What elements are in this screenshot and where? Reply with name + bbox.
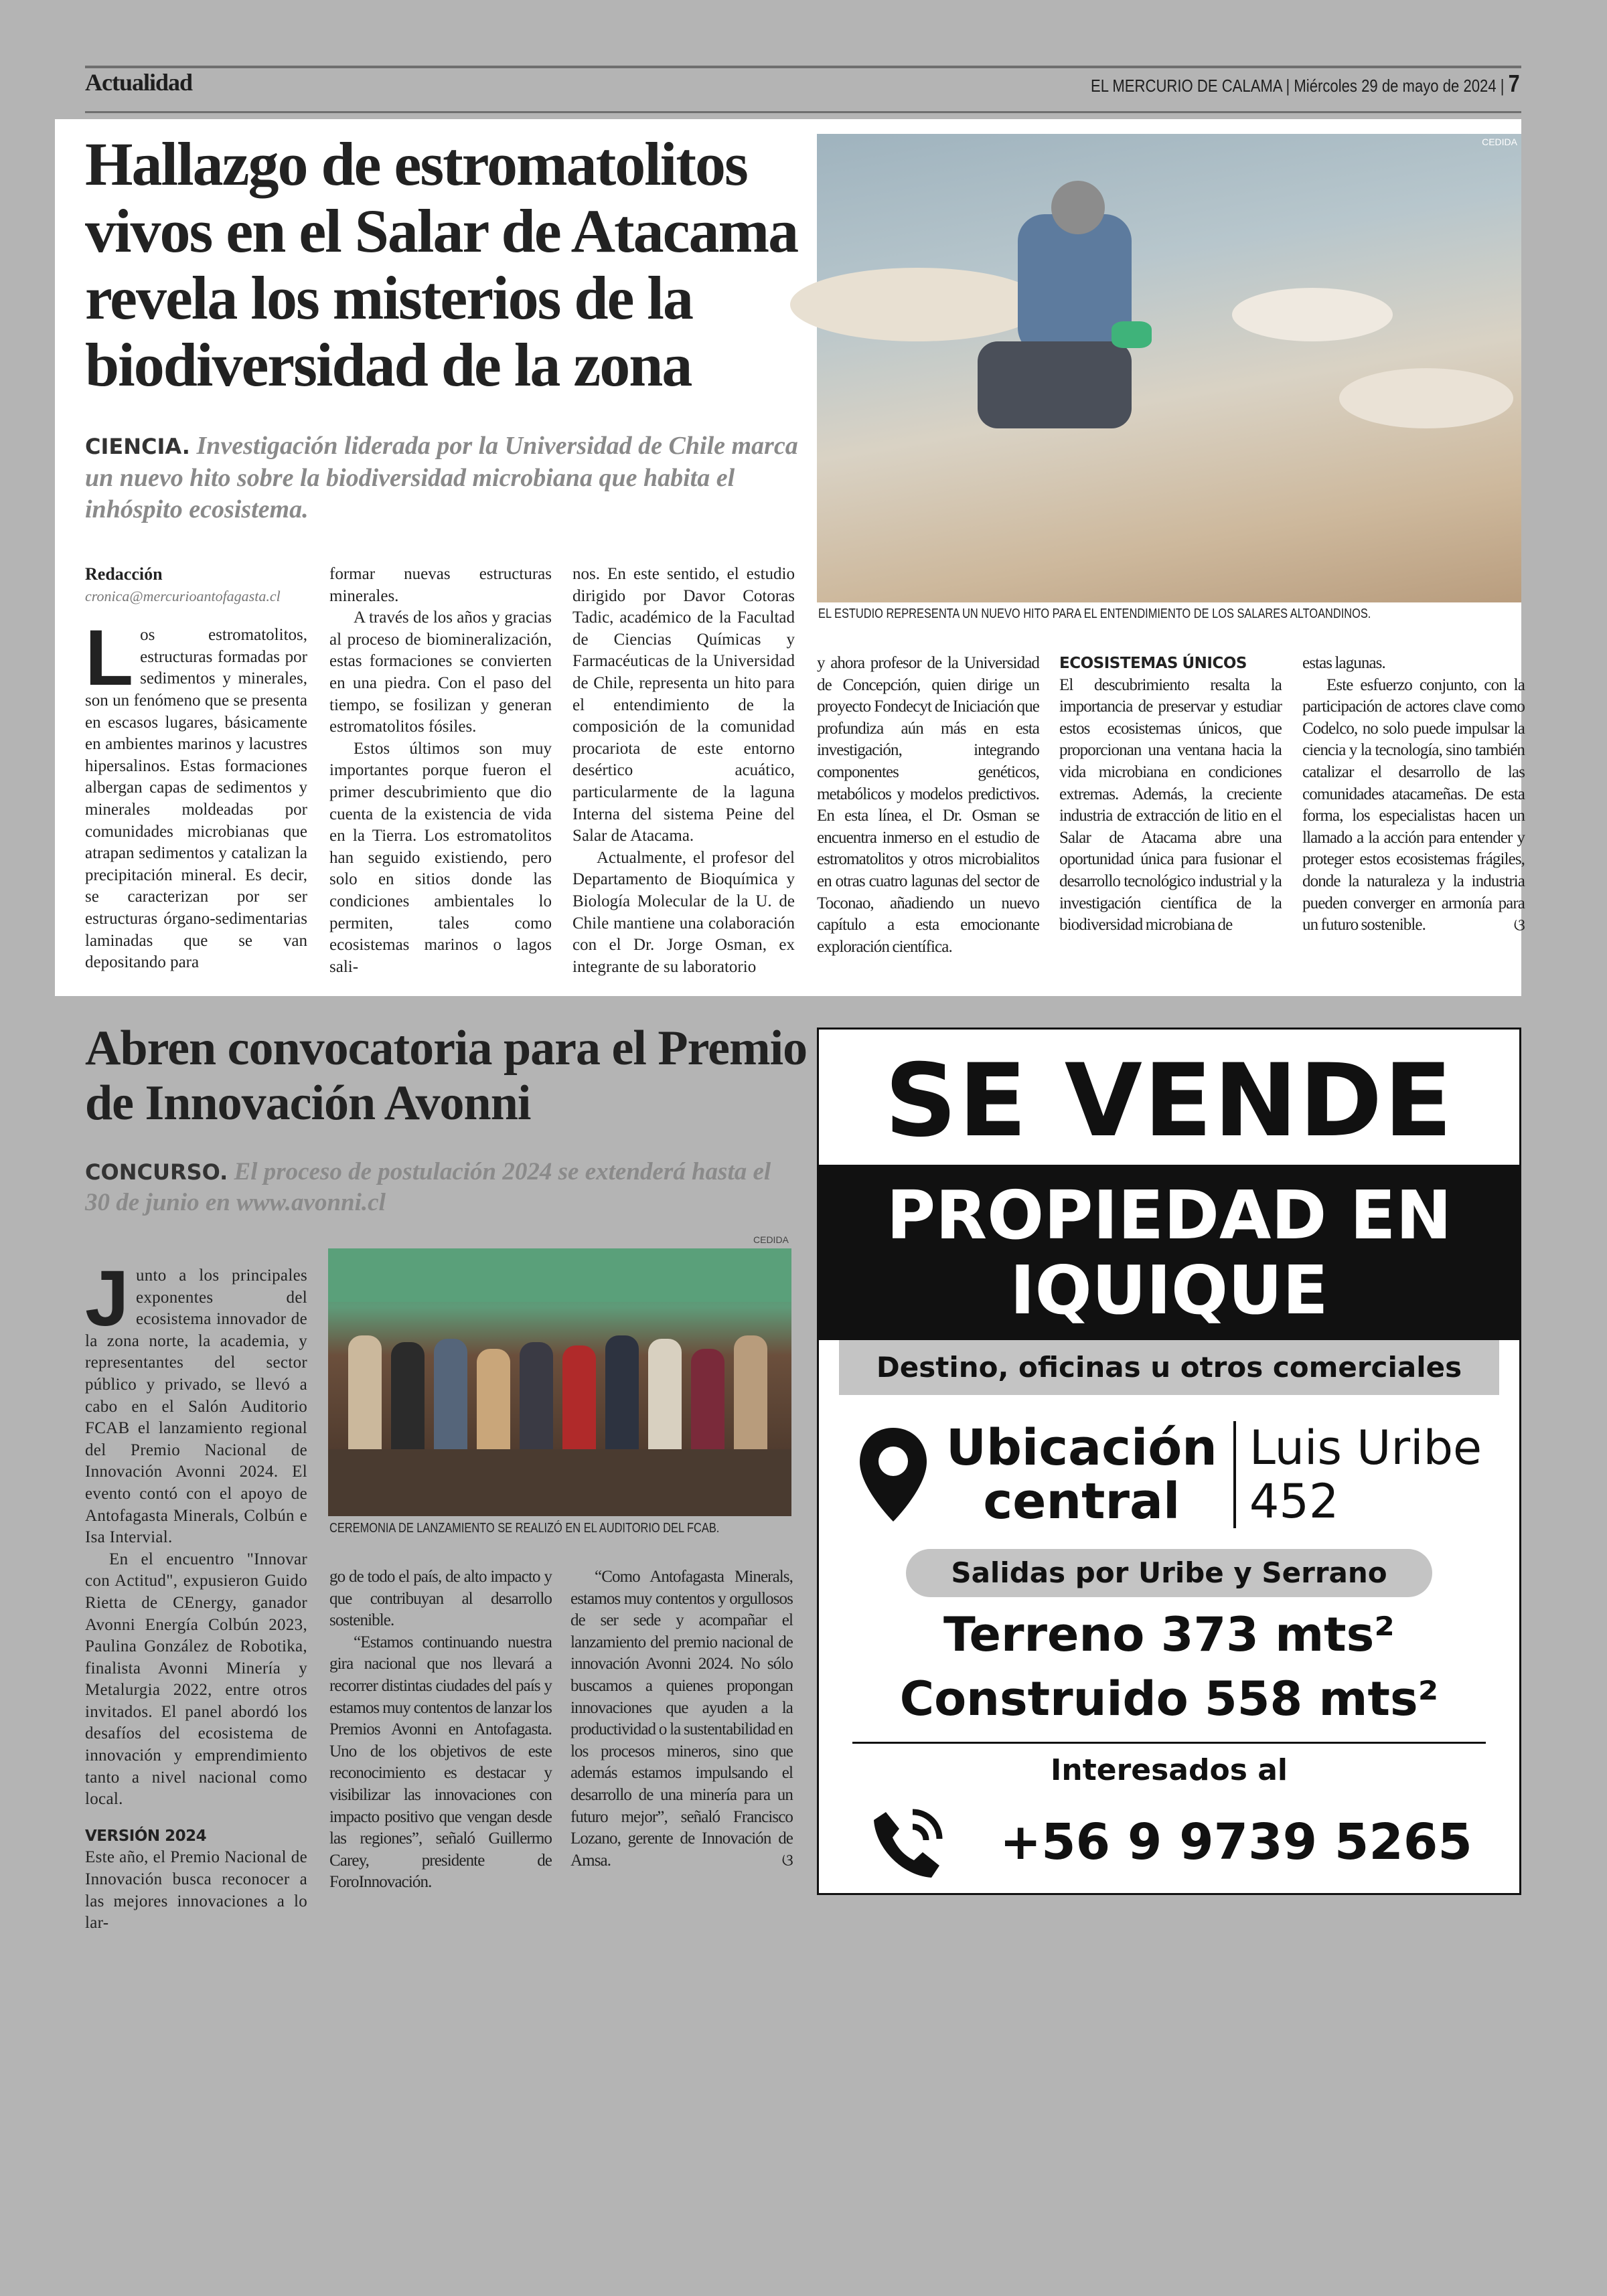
body-text: “Estamos continuando nuestra gira nacional que nos llevará a recorrer distintas ciudades del país y estamos muy contentos de lanzar los Premios Avonni en Antofagasta. Uno de los objetivos de este reconocimiento es destacar y visibilizar las innovaciones con impacto positivo que vengan desde las regiones”, señaló Guillermo Carey, presidente de ForoInnovación. [329,1633,552,1892]
body-text: Estos últimos son muy importantes porque fueron el primer descubrimiento que dio cuenta de la existencia de vida en la Tierra. Los estromatolitos han seguido existiendo, pero solo en sitios donde las condiciones ambientales lo permiten, tales como ecosistemas marinos o lagos sali- [329,739,552,976]
article-column-3 [572,564,795,992]
article-column-2 [329,1566,552,1901]
body-text: Actualmente, el profesor del Departamento de Bioquímica y Biología Molecular de la U. de Chile mantiene una colaboración con el Dr. Jorge Osman, ex integrante de su laboratorio [572,848,795,976]
article-column-5 [1059,653,1282,994]
body-text: unto a los principales exponentes del ecosistema innovador de la zona norte, la academia, y representantes del sector público y privado, se llevó a cabo en el Salón Auditorio FCAB el lanzamiento regional del Premio Nacional de Innovación Avonni 2024. El evento contó con el apoyo de Antofagasta Minerals, Colbún e Isa Intervial. [85,1266,307,1547]
stage-floor [328,1449,791,1516]
body-text: estas lagunas. [1302,654,1385,672]
green-screen [328,1248,791,1302]
subheading: VERSIÓN 2024 [85,1827,207,1845]
stromatolite-mound [1232,288,1393,341]
property-sale-ad [817,1028,1521,1895]
drop-cap: L [85,614,134,703]
location-pin-icon [856,1424,930,1525]
article-column-1 [85,564,307,992]
location-label-line: Ubicación [945,1419,1217,1477]
ad-phone-number[interactable]: +56 9 9739 5265 [1000,1813,1472,1871]
body-text: y ahora profesor de la Universidad de Concepción, quien dirige un proyecto Fondecyt de Iniciación que profundiza aún más en esta investigación, integrando componentes genéticos, metabólicos y modelos predictivos. En esta línea, el Dr. Osman se encuentra inmerso en el estudio de estromatolitos y otros microbialitos en otras cuatro lagunas del sector de Toconao, añadiendo un nuevo capítulo a esta emocionante exploración científica. [817,654,1039,956]
photo-credit: CEDIDA [1482,137,1517,147]
photo-caption: EL ESTUDIO REPRESENTA UN NUEVO HITO PARA EL ENTENDIMIENTO DE LOS SALARES ALTOANDINOS. [818,606,1371,621]
masthead: EL MERCURIO DE CALAMA | Miércoles 29 de mayo de 2024 | 7 [1091,70,1520,97]
article-column-6 [1302,653,1525,994]
ad-location-label [946,1421,1217,1528]
kicker: CIENCIA. [85,434,190,459]
article-column-1 [85,1254,307,1933]
ad-title: SE VENDE [885,1043,1454,1159]
article-headline: Hallazgo de estromatolitos vivos en el Salar de Atacama revela los misterios de la biodiversidad de la zona [85,130,798,399]
body-text: Este año, el Premio Nacional de Innovación busca reconocer a las mejores innovaciones a lo lar- [85,1848,307,1933]
article-deck [85,1157,795,1218]
ad-address [1233,1421,1482,1528]
header-bottom-rule [85,111,1521,113]
ad-band-line: IQUIQUE [1010,1251,1328,1329]
article-column-4 [817,653,1039,994]
ad-divider [852,1742,1486,1744]
end-mark-icon: ଓ [781,1852,793,1870]
ad-contact-label: Interesados al [1051,1753,1288,1787]
body-text: os estromatolitos, estructuras formadas por sedimentos y minerales, son un fenómeno que se presenta en escasos lugares, básicamente en ambientes marinos y lacustres hipersalinos. Estas formaciones albergan capas de sedimentos y minerales moldeadas por comunidades microbianas que atrapan sedimentos y catalizan la precipitación mineral. Es decir, se caracterizan por ser estructuras órgano-sedimentarias laminadas que se van depositando para [85,626,307,972]
issue-date: Miércoles 29 de mayo de 2024 [1294,76,1497,96]
article-headline: Abren convocatoria para el Premio de Innovación Avonni [85,1021,808,1131]
researcher-legs [978,341,1132,428]
stromatolite-mound [790,268,1045,341]
ad-land-area: Terreno 373 mts² [943,1607,1395,1662]
article-column-2 [329,564,552,992]
page-number: 7 [1508,70,1520,97]
subheading: ECOSISTEMAS ÚNICOS [1059,655,1247,672]
body-text: nos. En este sentido, el estudio dirigido por Davor Cotoras Tadic, académico de la Facultad de Ciencias Químicas y Farmacéuticas de la Universidad de Chile, representa un hito para el entendimiento de la composición de la comunidad procariota de este entorno desértico acuático, particularmente de la laguna Interna del sistema Peine del Salar de Atacama. [572,565,795,845]
body-text: En el encuentro "Innovar con Actitud", expusieron Guido Rietta de CEnergy, ganador Avonni Energía Colbún 2023, Paulina González de Robotika, finalista Avonni Minería y Metalurgia 2022, entre otros invitados. El panel abordó los desafíos del ecosistema de innovación y emprendimiento tanto a nivel nacional como local. [85,1550,307,1809]
section-label: Actualidad [85,69,193,96]
researcher-head [1051,181,1105,234]
ad-band-line: PROPIEDAD EN [886,1176,1452,1254]
body-text: formar nuevas estructuras minerales. [329,565,552,605]
address-line: 452 [1249,1474,1339,1529]
body-text: El descubrimiento resalta la importancia de preservar y estudiar estos ecosistemas únicos, que proporcionan una ventana hacia la vida microbiana en condiciones extremas. Además, la creciente industria de extracción de litio en el Salar de Atacama abre una oportunidad única para fusionar el desarrollo tecnológico industrial y la investigación científica de la biodiversidad microbiana de [1059,675,1282,934]
ad-band [819,1165,1519,1340]
newspaper-name: EL MERCURIO DE CALAMA [1091,76,1282,96]
photo-credit: CEDIDA [753,1234,789,1245]
drop-cap: J [85,1254,129,1343]
location-label-line: central [983,1473,1180,1530]
ad-exits: Salidas por Uribe y Serrano [906,1549,1432,1597]
author-email[interactable]: cronica@mercurioantofagasta.cl [85,587,281,604]
end-mark-icon: ଓ [1513,916,1525,934]
ceremony-photo [328,1248,791,1516]
article-column-3 [570,1566,793,1901]
body-text: “Como Antofagasta Minerals, estamos muy contentos y orgullosos de ser sede y acompañar el lanzamiento del premio nacional de innovación Avonni 2024. No sólo buscamos a quienes propongan innovaciones que ayuden a la productividad o la sustentabilidad en los procesos mineros, sino que además estamos impulsando el desarrollo de una minería para un futuro mejor”, señaló Francisco Lozano, gerente de Innovación de Amsa. [570,1568,793,1870]
body-text: A través de los años y gracias al proceso de biomineralización, estas formaciones se convierten en una piedra. Con el paso del tiempo, se fosilizan y generan estromatolitos fósiles. [329,608,552,736]
photo-caption: CEREMONIA DE LANZAMIENTO SE REALIZÓ EN EL AUDITORIO DEL FCAB. [329,1521,720,1536]
article-deck [85,430,808,525]
group-of-people [348,1329,777,1449]
phone-icon [866,1799,953,1886]
header-top-rule [85,66,1521,68]
ad-contact [819,1799,1519,1886]
green-glove [1112,321,1152,348]
deck-text: Investigación liderada por la Universidad de Chile marca un nuevo hito sobre la biodiversidad microbiana que habita el inhóspito ecosistema. [85,432,798,523]
salt-flat-photo [817,134,1521,602]
address-line: Luis Uribe [1249,1420,1482,1475]
ad-location [819,1418,1519,1532]
byline: Redacción [85,564,163,584]
stromatolite-mound [1339,368,1513,428]
body-text: go de todo el país, de alto impacto y que contribuyan al desarrollo sostenible. [329,1568,552,1630]
ad-uses: Destino, oficinas u otros comerciales [839,1340,1499,1395]
deck-text: El proceso de postulación 2024 se extenderá hasta el 30 de junio en www.avonni.cl [85,1158,771,1216]
ad-built-area: Construido 558 mts² [899,1671,1439,1726]
body-text: Este esfuerzo conjunto, con la participación de actores clave como Codelco, no solo puede impulsar la ciencia y la tecnología, sino también catalizar el desarrollo de las comunidades atacameñas. De esta forma, los especialistas hacen un llamado a la acción para entender y proteger estos ecosistemas frágiles, donde la naturaleza y la industria pueden converger en armonía para un futuro sostenible. [1302,675,1525,934]
kicker: CONCURSO. [85,1159,228,1185]
